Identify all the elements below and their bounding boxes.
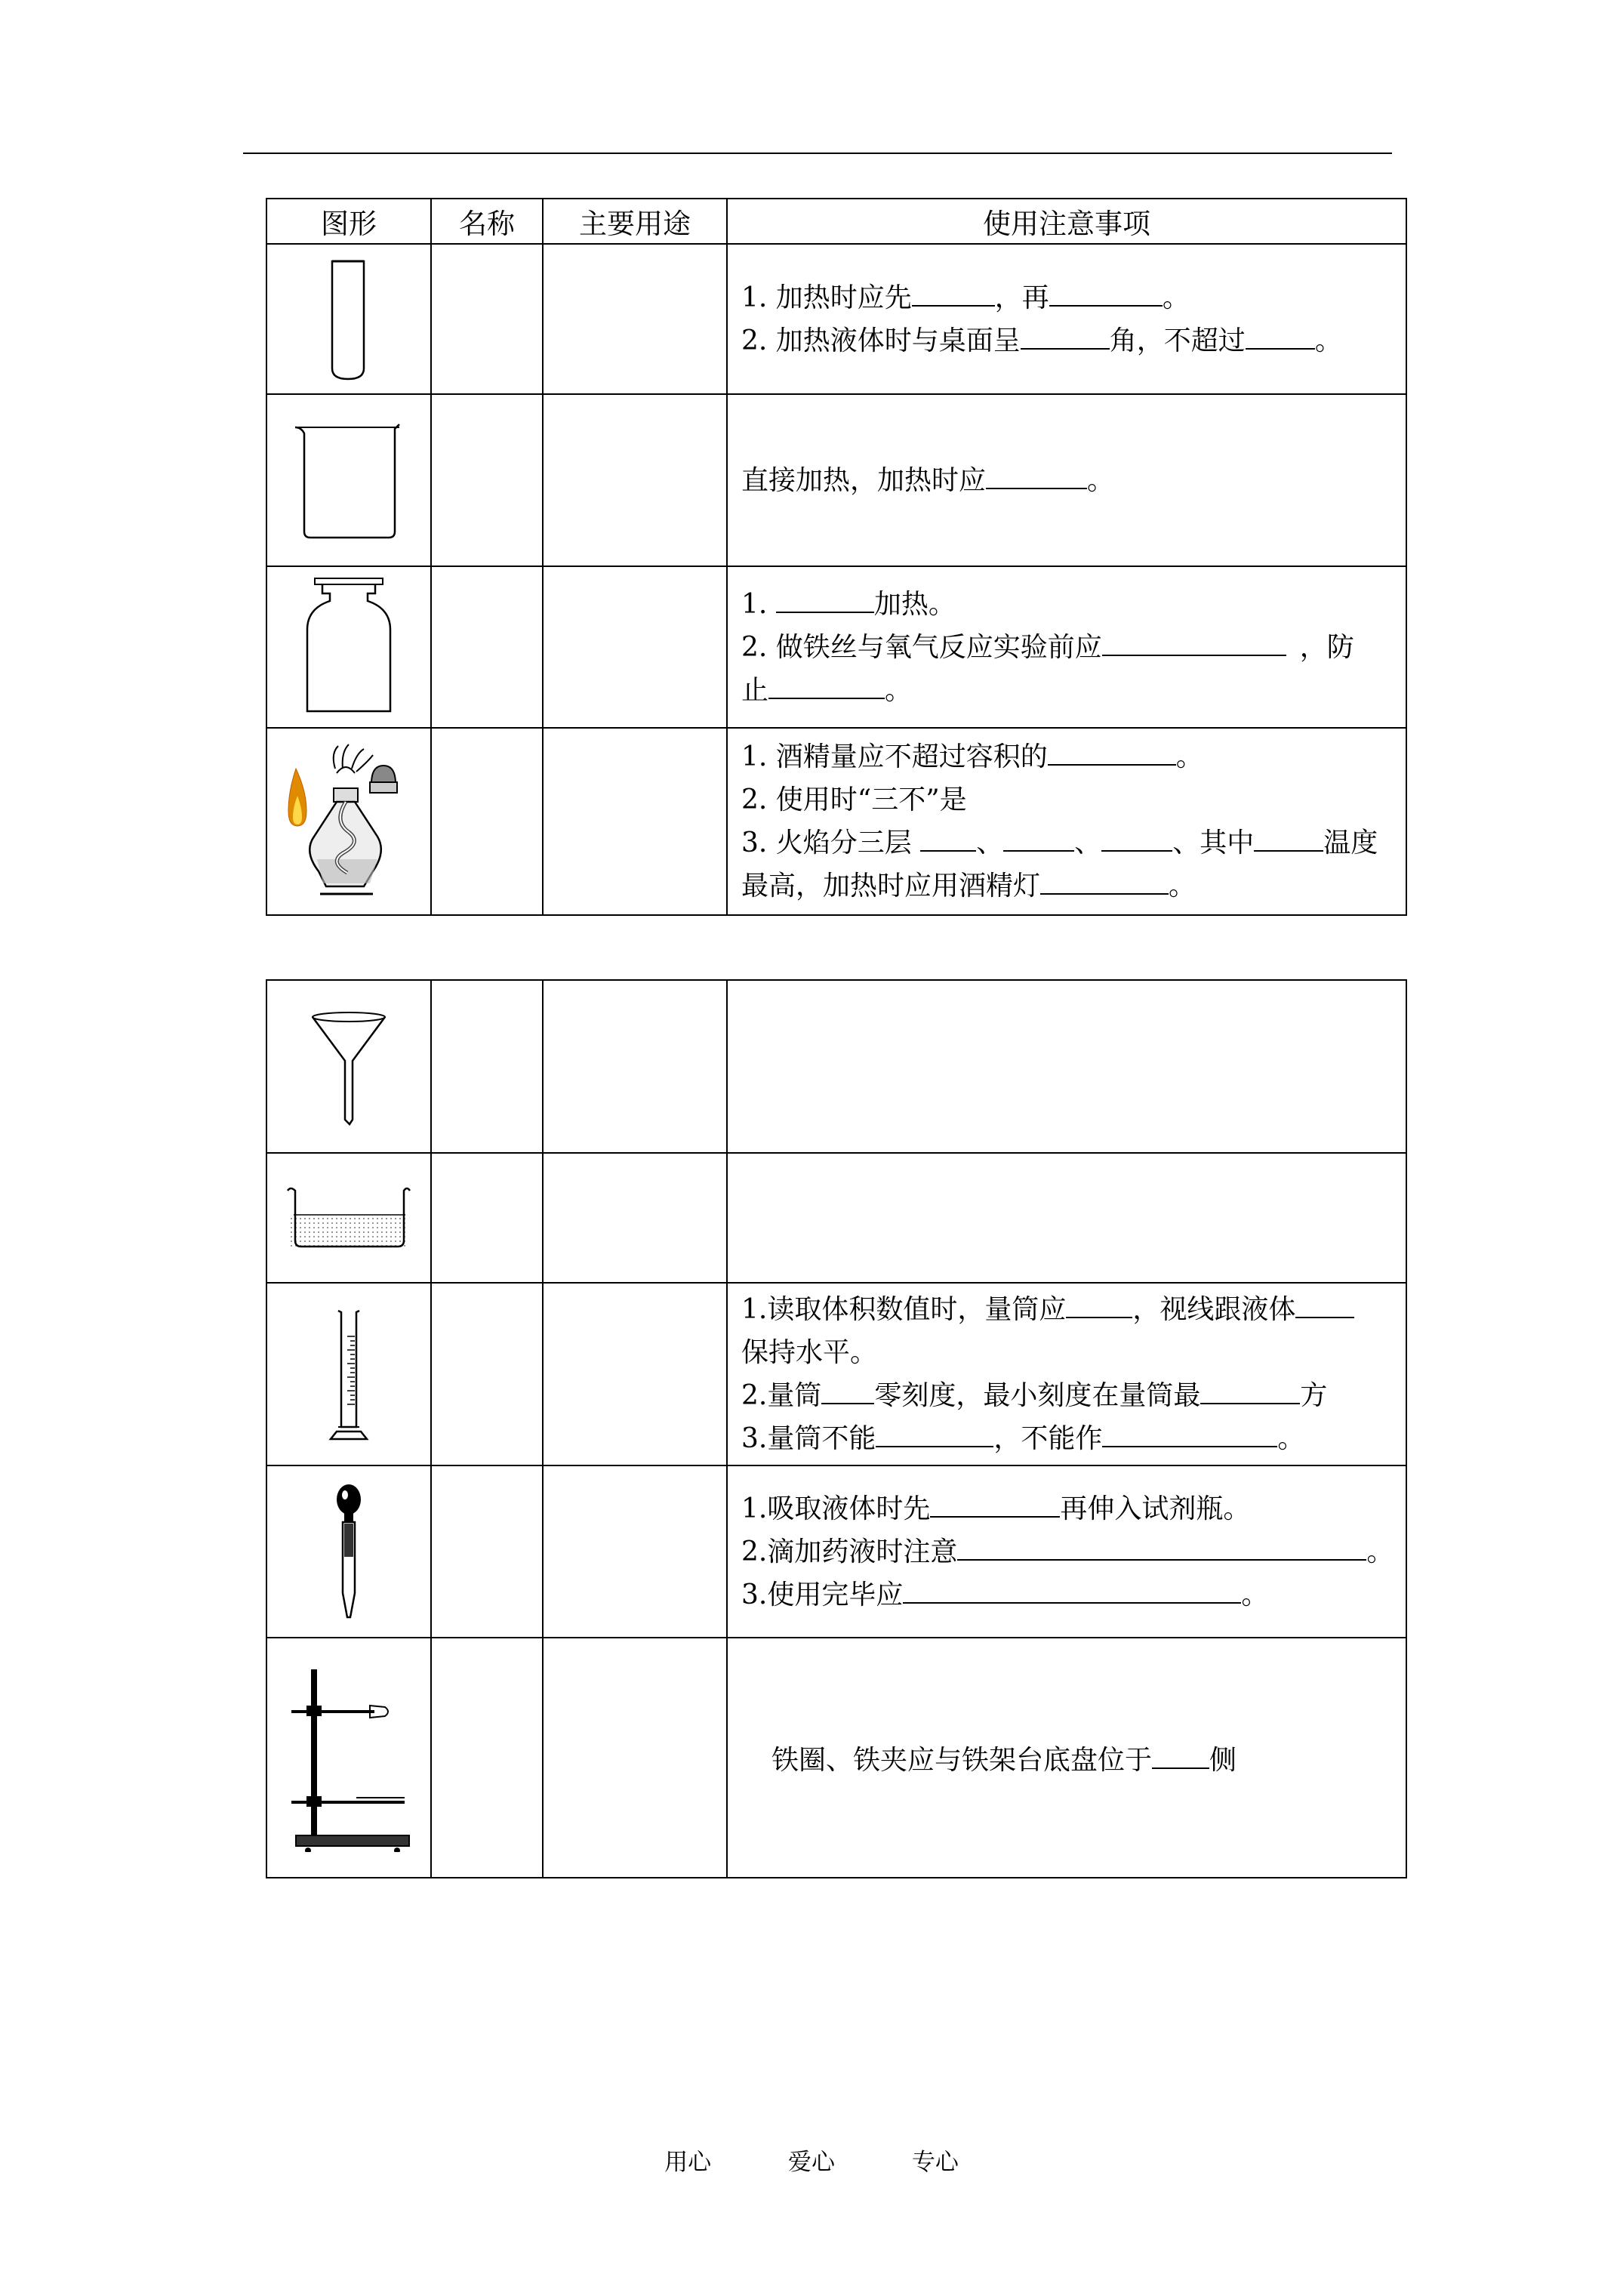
note-text: 、其中 xyxy=(1172,827,1255,858)
footer-text: 爱心 xyxy=(788,2149,835,2176)
note-text: 再伸入试剂瓶。 xyxy=(1060,1493,1251,1524)
figure-cell xyxy=(266,980,431,1153)
alcohol-lamp-icon xyxy=(273,738,424,905)
figure-cell xyxy=(266,394,431,566)
table-row xyxy=(266,1283,1406,1465)
fill-blank[interactable] xyxy=(1152,1740,1209,1769)
figure-cell xyxy=(266,728,431,915)
fill-blank[interactable] xyxy=(1021,321,1110,350)
note-text: 2. 做铁丝与氧气反应实验前应 xyxy=(741,631,1102,663)
fill-blank[interactable] xyxy=(1066,1290,1132,1318)
fill-blank[interactable] xyxy=(1295,1290,1354,1318)
table-row xyxy=(266,566,1406,728)
note-text: 侧 xyxy=(1209,1744,1237,1776)
use-cell xyxy=(543,244,727,394)
fill-blank[interactable] xyxy=(768,670,885,699)
name-cell xyxy=(431,728,543,915)
fill-blank[interactable] xyxy=(776,584,874,613)
figure-cell xyxy=(266,1153,431,1283)
notes-cell xyxy=(727,980,1406,1153)
note-text: ，防 xyxy=(1299,631,1354,663)
footer-text: 用心 xyxy=(664,2149,712,2176)
fill-blank[interactable] xyxy=(957,1532,1366,1561)
note-text: 铁圈、铁夹应与铁架台底盘位于 xyxy=(771,1744,1153,1776)
notes-cell xyxy=(727,1638,1406,1878)
figure-cell xyxy=(266,1283,431,1465)
table-row xyxy=(266,1465,1406,1638)
note-text: 2. 使用时“三不”是 xyxy=(741,784,967,815)
use-cell xyxy=(543,980,727,1153)
use-cell xyxy=(543,1153,727,1283)
iron-stand-icon xyxy=(281,1663,417,1852)
table-row xyxy=(266,1153,1406,1283)
fill-blank[interactable] xyxy=(1254,823,1323,852)
table-row xyxy=(266,728,1406,915)
name-cell xyxy=(431,244,543,394)
water-trough-icon xyxy=(285,1180,413,1256)
note-text: 。 xyxy=(1169,871,1196,901)
note-text: 、 xyxy=(976,827,1004,858)
note-text: ，不能作 xyxy=(993,1423,1103,1454)
fill-blank[interactable] xyxy=(920,823,976,852)
funnel-icon xyxy=(307,1006,390,1127)
fill-blank[interactable] xyxy=(1246,321,1315,350)
note-text: 2. 加热液体时与桌面呈 xyxy=(741,325,1021,356)
figure-cell xyxy=(266,1465,431,1638)
note-text: 1.吸取液体时先 xyxy=(741,1493,931,1524)
figure-cell xyxy=(266,566,431,728)
notes-cell xyxy=(727,1153,1406,1283)
fill-blank[interactable] xyxy=(1102,627,1286,656)
note-text: 。 xyxy=(1241,1579,1269,1610)
fill-blank[interactable] xyxy=(1040,866,1169,895)
fill-blank[interactable] xyxy=(1048,737,1176,766)
note-text: 方 xyxy=(1300,1380,1328,1411)
header-rule xyxy=(243,153,1392,154)
header-notes: 使用注意事项 xyxy=(727,199,1406,244)
note-text: 2.量筒 xyxy=(741,1380,822,1411)
note-text: 。 xyxy=(1314,325,1342,356)
note-text: 。 xyxy=(1175,741,1203,772)
name-cell xyxy=(431,1283,543,1465)
note-text: 。 xyxy=(885,674,913,706)
note-text: 加热。 xyxy=(873,588,956,620)
note-text: 3. 火焰分三层 xyxy=(741,827,912,858)
graduated-cylinder-icon xyxy=(319,1306,379,1442)
table-row xyxy=(266,244,1406,394)
note-text: 。 xyxy=(1087,464,1115,496)
header-figure: 图形 xyxy=(266,199,431,244)
figure-cell xyxy=(266,244,431,394)
use-cell xyxy=(543,1283,727,1465)
header-name: 名称 xyxy=(431,199,543,244)
notes-cell xyxy=(727,728,1406,915)
name-cell xyxy=(431,566,543,728)
note-text: 。 xyxy=(1162,282,1190,313)
note-text: 角，不超过 xyxy=(1109,325,1246,356)
fill-blank[interactable] xyxy=(903,1575,1241,1604)
beaker-icon xyxy=(292,418,405,543)
table-row xyxy=(266,1638,1406,1878)
note-text: 1.读取体积数值时，量筒应 xyxy=(741,1294,1067,1325)
name-cell xyxy=(431,1153,543,1283)
use-cell xyxy=(543,394,727,566)
note-text: ，再 xyxy=(994,282,1049,313)
fill-blank[interactable] xyxy=(930,1489,1060,1518)
apparatus-table-1 xyxy=(266,198,1407,916)
table-row xyxy=(266,394,1406,566)
use-cell xyxy=(543,1465,727,1638)
fill-blank[interactable] xyxy=(1102,1419,1277,1447)
note-text: 1. xyxy=(741,588,768,620)
use-cell xyxy=(543,728,727,915)
note-text: 、 xyxy=(1074,827,1102,858)
fill-blank[interactable] xyxy=(1049,278,1163,307)
note-text: 。 xyxy=(1366,1536,1394,1567)
page-footer xyxy=(0,2143,1623,2177)
fill-blank[interactable] xyxy=(1003,823,1074,852)
name-cell xyxy=(431,980,543,1153)
note-text: 最高，加热时应用酒精灯 xyxy=(741,871,1041,901)
notes-cell xyxy=(727,394,1406,566)
notes-cell xyxy=(727,1283,1406,1465)
table-row xyxy=(266,980,1406,1153)
fill-blank[interactable] xyxy=(912,278,995,307)
footer-text: 专心 xyxy=(911,2149,959,2176)
note-text: 零刻度，最小刻度在量筒最 xyxy=(874,1380,1201,1411)
fill-blank[interactable] xyxy=(821,1376,874,1404)
gas-bottle-icon xyxy=(300,575,398,719)
note-text: ，视线跟液体 xyxy=(1132,1294,1296,1325)
note-text: 1. 酒精量应不超过容积的 xyxy=(741,741,1048,772)
note-text: 温度 xyxy=(1323,827,1378,858)
dropper-icon xyxy=(326,1480,371,1623)
fill-blank[interactable] xyxy=(1200,1376,1300,1404)
note-text: 3.使用完毕应 xyxy=(741,1579,904,1610)
note-text: 止 xyxy=(741,674,769,706)
name-cell xyxy=(431,1638,543,1878)
fill-blank[interactable] xyxy=(876,1419,993,1447)
apparatus-table-2 xyxy=(266,979,1407,1878)
notes-cell xyxy=(727,244,1406,394)
test-tube-icon xyxy=(326,255,371,384)
figure-cell xyxy=(266,1638,431,1878)
name-cell xyxy=(431,1465,543,1638)
table-header-row xyxy=(266,199,1406,244)
note-text: 3.量筒不能 xyxy=(741,1423,876,1454)
use-cell xyxy=(543,1638,727,1878)
notes-cell xyxy=(727,1465,1406,1638)
note-text: 2.滴加药液时注意 xyxy=(741,1536,958,1567)
notes-cell xyxy=(727,566,1406,728)
note-text: 直接加热，加热时应 xyxy=(741,464,987,496)
use-cell xyxy=(543,566,727,728)
fill-blank[interactable] xyxy=(1101,823,1172,852)
name-cell xyxy=(431,394,543,566)
note-text: 保持水平。 xyxy=(741,1337,878,1368)
fill-blank[interactable] xyxy=(986,461,1087,489)
header-use: 主要用途 xyxy=(543,199,727,244)
note-text: 。 xyxy=(1277,1423,1305,1454)
note-text: 1. 加热时应先 xyxy=(741,282,912,313)
